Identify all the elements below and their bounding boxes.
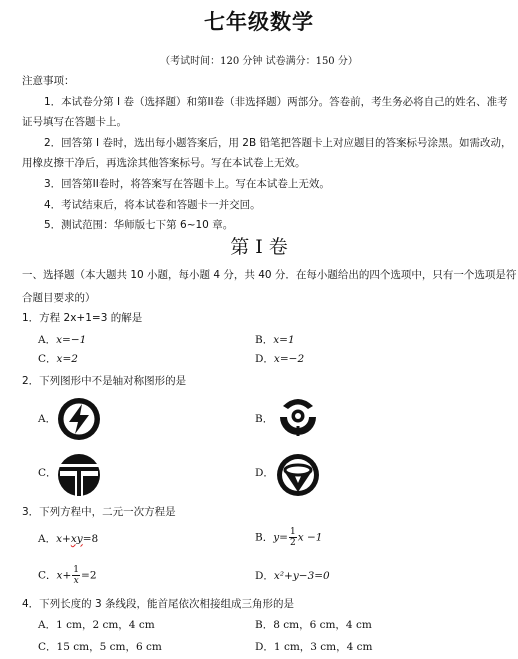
section-title: 第 I 卷	[230, 236, 288, 258]
notes-heading: 注意事项：	[22, 75, 75, 87]
q3-option-c: C．x+ $\frac{1}{x}$ =2	[38, 565, 97, 586]
q4-option-c: C．15 cm，5 cm，6 cm	[38, 641, 162, 653]
q4-option-b: B．8 cm，6 cm，4 cm	[255, 619, 372, 631]
section-instructions-cont: 合题目要求的）	[22, 292, 96, 304]
question-3-stem: 3．下列方程中，二元一次方程是	[22, 506, 176, 518]
question-1-stem: 1．方程 2x+1=3 的解是	[22, 312, 143, 324]
q3-option-d: D．x²+y−3=0	[255, 570, 330, 582]
q1-option-d: D．x=−2	[255, 353, 305, 365]
q1-option-c: C．x=2	[38, 353, 78, 365]
q3-option-b: B．y= $\frac{1}{2}$ x −1	[255, 527, 323, 548]
q3-option-a: A．x+xy=8	[38, 533, 99, 545]
q2-option-c-label: C．	[38, 467, 57, 479]
note-line: 5．测试范围：华师版七下第 6~10 章。	[44, 219, 234, 231]
q2-option-a-label: A．	[38, 413, 57, 425]
q4-option-d: D．1 cm，3 cm，4 cm	[255, 641, 373, 653]
q1-option-b: B．x=1	[255, 334, 295, 346]
q2-option-b-label: B．	[255, 413, 274, 425]
q1-option-a: A．x=−1	[38, 334, 87, 346]
note-line: 3．回答第II卷时，将答案写在答题卡上。写在本试卷上无效。	[44, 178, 330, 190]
fraction: $\frac{1}{x}$	[73, 565, 80, 586]
note-line: 2．回答第 I 卷时，选出每小题答案后，用 2B 铅笔把答题卡上对应题目的答案标号涂黑。如需改动，	[44, 137, 512, 149]
v-ring-icon	[275, 452, 321, 498]
note-line: 证号填写在答题卡上。	[22, 116, 127, 128]
page-title: 七年级数学	[204, 9, 314, 34]
exam-info: （考试时间：120 分钟 试卷满分：150 分）	[160, 56, 358, 67]
note-line: 用橡皮擦干净后，再选涂其他答案标号。写在本试卷上无效。	[22, 157, 306, 169]
question-2-stem: 2．下列图形中不是轴对称图形的是	[22, 375, 187, 387]
fraction: $\frac{1}{2}$	[289, 527, 296, 548]
q2-option-d-label: D．	[255, 467, 274, 479]
note-line: 4．考试结束后，将本试卷和答题卡一并交回。	[44, 199, 261, 211]
q4-option-a: A．1 cm，2 cm，4 cm	[38, 619, 155, 631]
ring-emblem-icon	[275, 394, 321, 440]
note-line: 1．本试卷分第 I 卷（选择题）和第II卷（非选择题）两部分。答卷前，考生务必将自己的姓名、准考	[44, 96, 508, 108]
t-circle-icon	[56, 452, 102, 498]
lightning-circle-icon	[56, 396, 102, 442]
question-4-stem: 4．下列长度的 3 条线段，能首尾依次相接组成三角形的是	[22, 598, 295, 610]
section-instructions: 一、选择题（本大题共 10 小题，每小题 4 分，共 40 分．在每小题给出的四个选项中，只有一个选项是符	[22, 269, 517, 281]
